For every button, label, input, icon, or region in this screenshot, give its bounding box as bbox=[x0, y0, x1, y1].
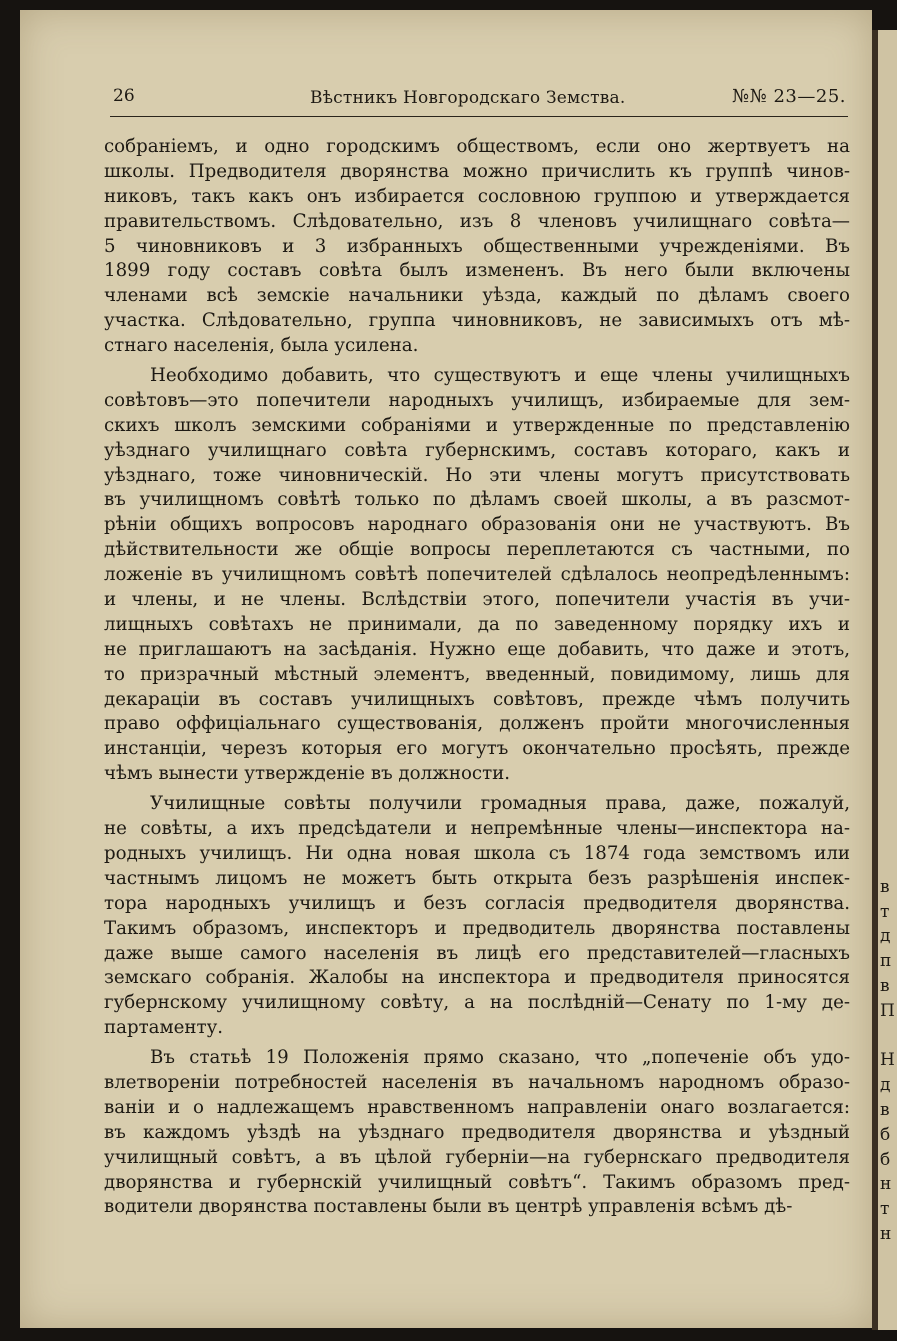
text-line: членами всѣ земскіе начальники уѣзда, каждый по дѣламъ своего bbox=[104, 285, 850, 307]
fragment-letter: в bbox=[880, 876, 890, 897]
issue-number: №№ 23—25. bbox=[732, 86, 846, 107]
page-number: 26 bbox=[113, 86, 135, 106]
running-header bbox=[110, 86, 848, 117]
paragraph bbox=[104, 364, 850, 787]
paragraph bbox=[104, 135, 850, 359]
journal-title: Вѣстникъ Новгородскаго Земства. bbox=[310, 88, 626, 108]
fragment-letter: в bbox=[880, 1099, 890, 1120]
text-line: чѣмъ вынести утвержденіе въ должности. bbox=[104, 763, 511, 785]
text-line: дворянства и губернскій училищный совѣтъ“. Такимъ образомъ пред- bbox=[104, 1171, 850, 1193]
fragment-letter: н bbox=[880, 1174, 892, 1195]
text-line: тора народныхъ училищъ и безъ согласія предводителя дворянства. bbox=[104, 892, 850, 914]
text-line: не приглашаютъ на засѣданія. Нужно еще добавить, что даже и этотъ, bbox=[104, 638, 850, 660]
text-line: лищныхъ совѣтахъ не принимали, да по заведенному порядку ихъ и bbox=[104, 613, 850, 635]
text-line: совѣтовъ—это попечители народныхъ училищъ, избираемые для зем- bbox=[104, 389, 850, 411]
text-line: въ училищномъ совѣтѣ только по дѣламъ своей школы, а въ разсмот- bbox=[104, 489, 850, 511]
text-line: школы. Предводителя дворянства можно причислить къ группѣ чинов- bbox=[104, 160, 850, 182]
text-line: губернскому училищному совѣту, а на послѣдній—Сенату по 1-му де- bbox=[104, 992, 850, 1014]
fragment-letter: н bbox=[880, 1223, 892, 1244]
text-line: Такимъ образомъ, инспекторъ и предводитель дворянства поставлены bbox=[104, 917, 850, 939]
adjacent-page-edge bbox=[872, 30, 897, 1330]
fragment-letter: п bbox=[880, 951, 892, 972]
paragraph bbox=[104, 1046, 850, 1220]
text-line: участка. Слѣдовательно, группа чиновниковъ, не зависимыхъ отъ мѣ- bbox=[104, 310, 850, 332]
fragment-letter: П bbox=[880, 1000, 895, 1021]
fragment-letter bbox=[880, 1024, 895, 1049]
adjacent-page-text-fragments bbox=[880, 850, 895, 1247]
text-line: никовъ, такъ какъ онъ избирается сословною группою и утверждается bbox=[104, 185, 850, 207]
text-line: Училищные совѣты получили громадныя права, даже, пожалуй, bbox=[150, 793, 850, 815]
text-line: Необходимо добавить, что существуютъ и еще члены училищныхъ bbox=[150, 365, 850, 387]
text-line: ложеніе въ училищномъ совѣтѣ попечителей сдѣлалось неопредѣленнымъ: bbox=[104, 564, 850, 586]
text-line: рѣніи общихъ вопросовъ народнаго образованія они не участвуютъ. Въ bbox=[104, 514, 850, 536]
text-line: 5 чиновниковъ и 3 избранныхъ общественными учрежденіями. Въ bbox=[104, 235, 850, 257]
fragment-letter: т bbox=[880, 901, 890, 922]
text-line: ваніи и о надлежащемъ нравственномъ направленіи онаго возлагается: bbox=[104, 1096, 850, 1118]
fragment-letter: д bbox=[880, 926, 891, 947]
fragment-letter: Н bbox=[880, 1050, 895, 1071]
text-line: уѣзднаго училищнаго совѣта губернскимъ, составъ котораго, какъ и bbox=[104, 439, 850, 461]
text-line: декараціи въ составъ училищныхъ совѣтовъ, прежде чѣмъ получить bbox=[104, 688, 850, 710]
text-line: земскаго собранія. Жалобы на инспектора и предводителя приносятся bbox=[104, 967, 850, 989]
fragment-letter: в bbox=[880, 975, 890, 996]
text-line: даже выше самого населенія въ лицѣ его представителей—гласныхъ bbox=[104, 942, 850, 964]
text-line: скихъ школъ земскими собраніями и утвержденные по представленію bbox=[104, 414, 850, 436]
text-line: уѣзднаго, тоже чиновническій. Но эти члены могутъ присутствовать bbox=[104, 464, 850, 486]
book-gutter bbox=[872, 30, 878, 1330]
text-line: собраніемъ, и одно городскимъ обществомъ, если оно жертвуетъ на bbox=[104, 136, 850, 157]
paragraph bbox=[104, 792, 850, 1041]
article-body bbox=[104, 135, 850, 1220]
text-line: родныхъ училищъ. Ни одна новая школа съ 1874 года земствомъ или bbox=[104, 842, 850, 864]
text-line: не совѣты, а ихъ предсѣдатели и непремѣнные члены—инспектора на- bbox=[104, 818, 850, 840]
text-line: частнымъ лицомъ не можетъ быть открыта безъ разрѣшенія инспек- bbox=[104, 867, 850, 889]
text-line: правительствомъ. Слѣдовательно, изъ 8 членовъ училищнаго совѣта— bbox=[104, 210, 850, 232]
fragment-letter bbox=[880, 850, 895, 875]
fragment-letter: д bbox=[880, 1075, 891, 1096]
fragment-letter: б bbox=[880, 1149, 891, 1170]
text-line: инстанціи, черезъ которыя его могутъ окончательно просѣять, прежде bbox=[104, 738, 850, 760]
text-line: дѣйствительности же общіе вопросы переплетаются съ частными, по bbox=[104, 539, 850, 561]
text-line: стнаго населенія, была усилена. bbox=[104, 335, 419, 357]
text-line: то призрачный мѣстный элементъ, введенный, повидимому, лишь для bbox=[104, 663, 850, 685]
text-line: партаменту. bbox=[104, 1017, 224, 1039]
text-line: 1899 году составъ совѣта былъ измененъ. Въ него были включены bbox=[104, 260, 850, 282]
text-line: училищный совѣтъ, а въ цѣлой губерніи—на губернскаго предводителя bbox=[104, 1146, 850, 1168]
text-line: въ каждомъ уѣздѣ на уѣзднаго предводителя дворянства и уѣздный bbox=[104, 1121, 850, 1143]
text-line: и члены, и не члены. Вслѣдствіи этого, попечители участія въ учи- bbox=[104, 589, 850, 611]
fragment-letter: б bbox=[880, 1124, 891, 1145]
text-line: водители дворянства поставлены были въ центрѣ управленія всѣмъ дѣ- bbox=[104, 1196, 793, 1218]
fragment-letter: т bbox=[880, 1199, 890, 1220]
text-line: право оффиціальнаго существованія, долженъ пройти многочисленныя bbox=[104, 713, 850, 735]
text-line: Въ статьѣ 19 Положенія прямо сказано, что „попеченіе объ удо- bbox=[150, 1047, 850, 1069]
text-line: влетвореніи потребностей населенія въ начальномъ народномъ образо- bbox=[104, 1071, 850, 1093]
